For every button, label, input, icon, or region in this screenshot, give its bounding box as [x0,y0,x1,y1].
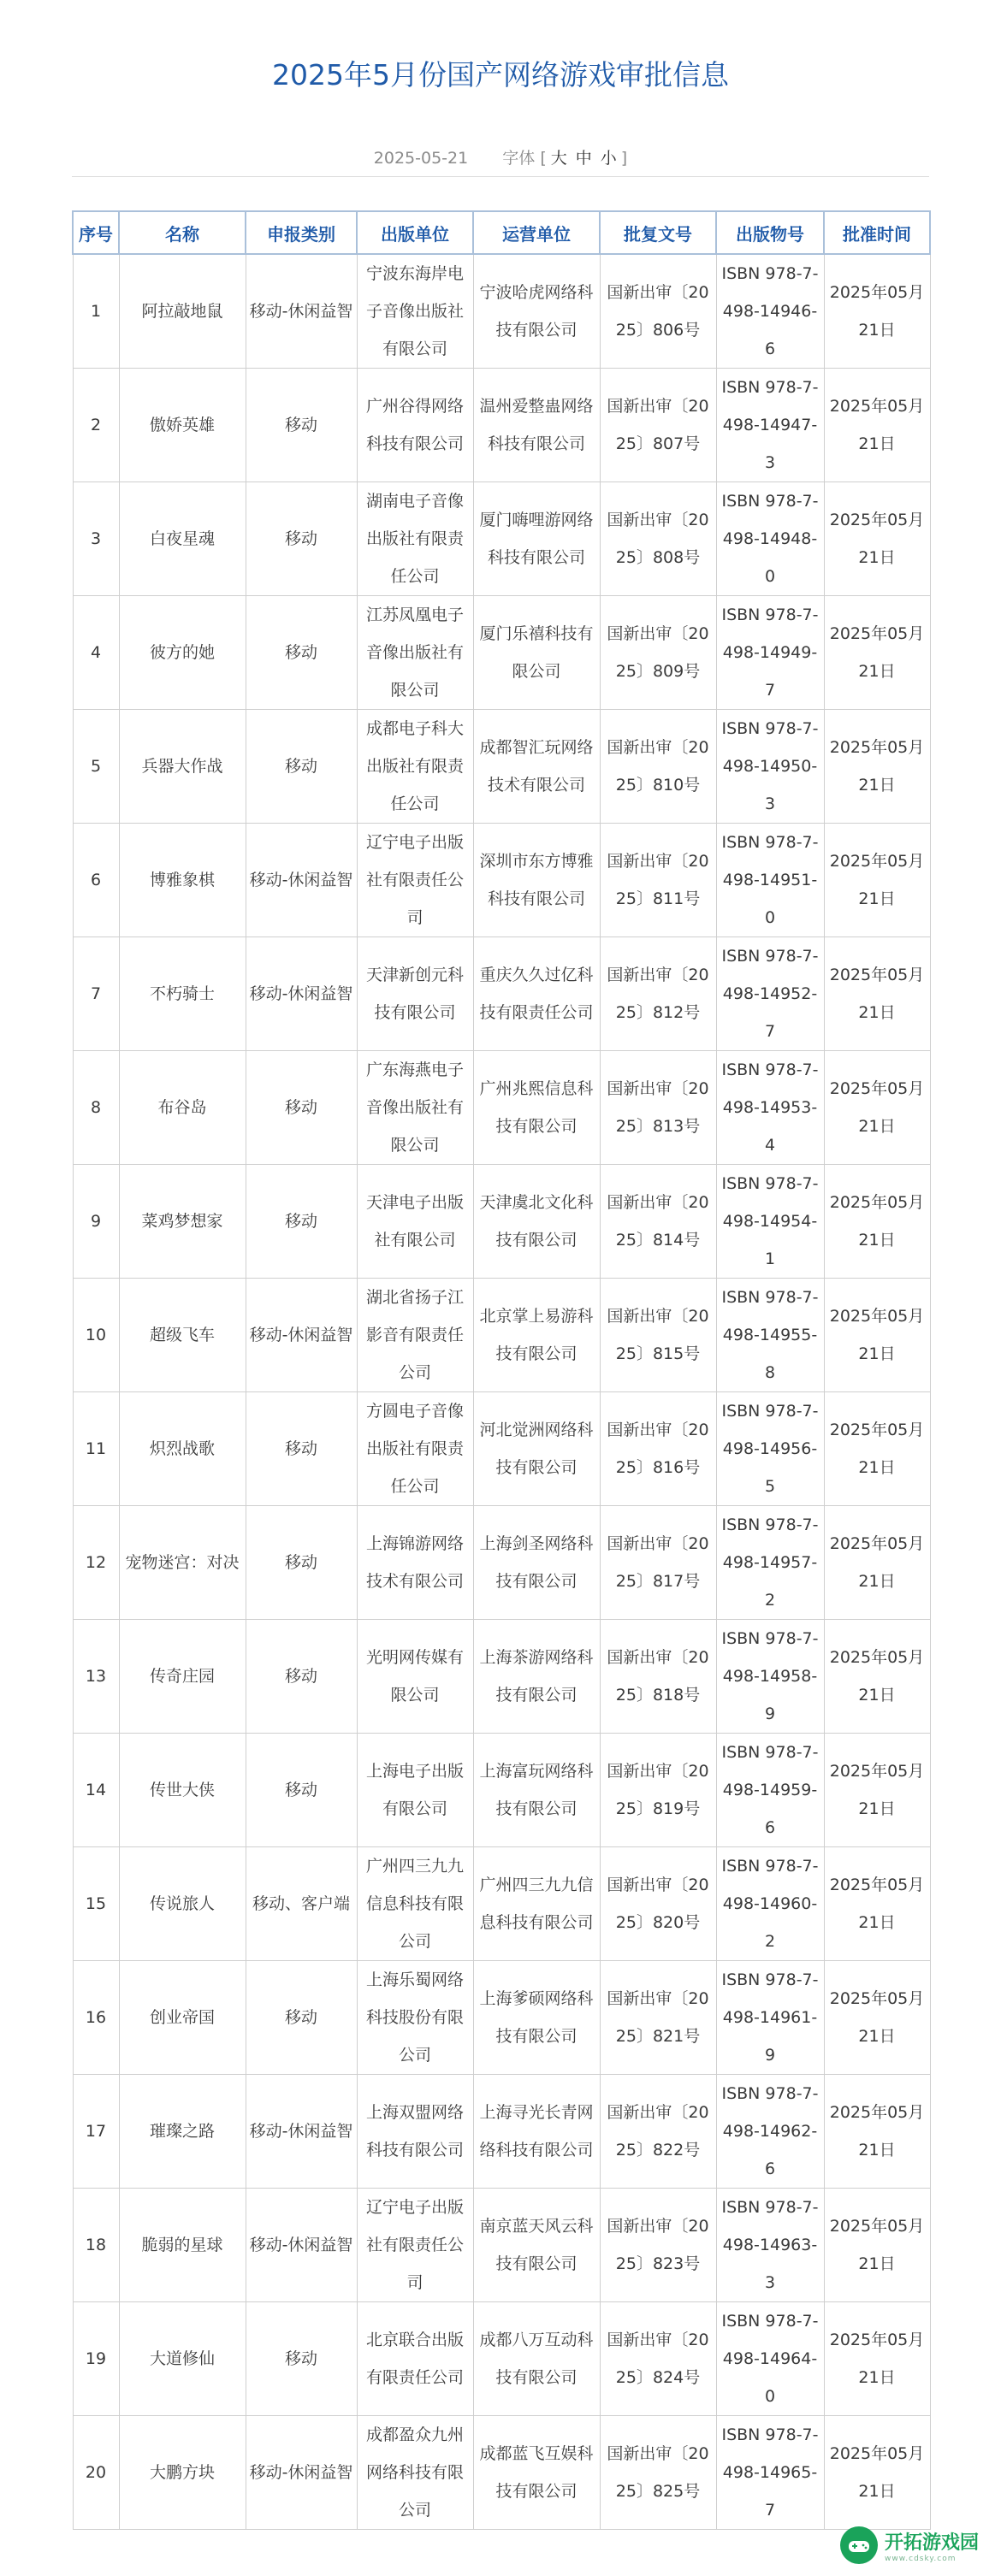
cell-isbn: ISBN 978-7-498-14955-8 [716,1279,824,1392]
cell-category: 移动-休闲益智 [246,1279,357,1392]
cell-approval-number: 国新出审〔2025〕814号 [600,1165,716,1279]
cell-approval-number: 国新出审〔2025〕823号 [600,2189,716,2302]
cell-index: 8 [73,1051,119,1165]
cell-publisher: 北京联合出版有限责任公司 [357,2302,473,2416]
cell-name: 炽烈战歌 [119,1392,246,1506]
cell-category: 移动 [246,1734,357,1847]
cell-category: 移动-休闲益智 [246,824,357,937]
cell-index: 20 [73,2416,119,2530]
cell-name: 大道修仙 [119,2302,246,2416]
cell-name: 传说旅人 [119,1847,246,1961]
cell-approval-date: 2025年05月21日 [824,2075,930,2189]
cell-isbn: ISBN 978-7-498-14956-5 [716,1392,824,1506]
cell-index: 9 [73,1165,119,1279]
cell-isbn: ISBN 978-7-498-14952-7 [716,937,824,1051]
cell-index: 15 [73,1847,119,1961]
cell-approval-date: 2025年05月21日 [824,2189,930,2302]
table-row [73,482,930,596]
cell-operator: 上海寻光长青网络科技有限公司 [473,2075,600,2189]
cell-index: 7 [73,937,119,1051]
cell-approval-number: 国新出审〔2025〕818号 [600,1620,716,1734]
cell-category: 移动 [246,1165,357,1279]
cell-name: 兵器大作战 [119,710,246,824]
cell-publisher: 天津电子出版社有限公司 [357,1165,473,1279]
table-row [73,1165,930,1279]
cell-operator: 上海爹硕网络科技有限公司 [473,1961,600,2075]
header-category: 申报类别 [246,211,357,254]
cell-publisher: 方圆电子音像出版社有限责任公司 [357,1392,473,1506]
cell-publisher: 光明网传媒有限公司 [357,1620,473,1734]
cell-isbn: ISBN 978-7-498-14950-3 [716,710,824,824]
cell-isbn: ISBN 978-7-498-14963-3 [716,2189,824,2302]
cell-approval-number: 国新出审〔2025〕809号 [600,596,716,710]
cell-approval-date: 2025年05月21日 [824,1051,930,1165]
cell-approval-date: 2025年05月21日 [824,1961,930,2075]
cell-category: 移动-休闲益智 [246,2075,357,2189]
font-size-label: 字体 [502,149,536,168]
cell-isbn: ISBN 978-7-498-14954-1 [716,1165,824,1279]
cell-isbn: ISBN 978-7-498-14947-3 [716,369,824,482]
cell-publisher: 宁波东海岸电子音像出版社有限公司 [357,254,473,369]
cell-approval-number: 国新出审〔2025〕813号 [600,1051,716,1165]
cell-approval-date: 2025年05月21日 [824,482,930,596]
cell-isbn: ISBN 978-7-498-14951-0 [716,824,824,937]
cell-isbn: ISBN 978-7-498-14946-6 [716,254,824,369]
table-row [73,710,930,824]
cell-index: 3 [73,482,119,596]
table-row [73,1051,930,1165]
cell-operator: 成都八万互动科技有限公司 [473,2302,600,2416]
cell-publisher: 成都盈众九州网络科技有限公司 [357,2416,473,2530]
cell-category: 移动-休闲益智 [246,2416,357,2530]
cell-index: 4 [73,596,119,710]
cell-index: 10 [73,1279,119,1392]
cell-isbn: ISBN 978-7-498-14949-7 [716,596,824,710]
cell-isbn: ISBN 978-7-498-14958-9 [716,1620,824,1734]
cell-index: 19 [73,2302,119,2416]
font-size-medium-button[interactable]: 中 [575,149,592,168]
cell-approval-date: 2025年05月21日 [824,2302,930,2416]
cell-approval-date: 2025年05月21日 [824,1734,930,1847]
cell-approval-number: 国新出审〔2025〕811号 [600,824,716,937]
watermark-site-url: www.cdsky.com [885,2554,957,2563]
header-isbn: 出版物号 [716,211,824,254]
cell-operator: 天津虞北文化科技有限公司 [473,1165,600,1279]
table-row [73,1506,930,1620]
cell-isbn: ISBN 978-7-498-14961-9 [716,1961,824,2075]
table-row [73,596,930,710]
font-size-small-button[interactable]: 小 [600,149,617,168]
cell-operator: 成都智汇玩网络技术有限公司 [473,710,600,824]
cell-name: 彼方的她 [119,596,246,710]
cell-name: 脆弱的星球 [119,2189,246,2302]
cell-name: 阿拉敲地鼠 [119,254,246,369]
table-row [73,254,930,369]
cell-operator: 广州兆熙信息科技有限公司 [473,1051,600,1165]
cell-publisher: 上海乐蜀网络科技股份有限公司 [357,1961,473,2075]
table-row [73,937,930,1051]
table-row [73,369,930,482]
cell-category: 移动-休闲益智 [246,254,357,369]
cell-approval-number: 国新出审〔2025〕819号 [600,1734,716,1847]
cell-approval-number: 国新出审〔2025〕815号 [600,1279,716,1392]
cell-approval-date: 2025年05月21日 [824,596,930,710]
cell-operator: 深圳市东方博雅科技有限公司 [473,824,600,937]
cell-operator: 宁波哈虎网络科技有限公司 [473,254,600,369]
cell-category: 移动 [246,710,357,824]
cell-operator: 南京蓝天风云科技有限公司 [473,2189,600,2302]
table-row [73,1392,930,1506]
cell-operator: 上海富玩网络科技有限公司 [473,1734,600,1847]
cell-name: 宠物迷宫：对决 [119,1506,246,1620]
cell-publisher: 上海双盟网络科技有限公司 [357,2075,473,2189]
cell-category: 移动-休闲益智 [246,2189,357,2302]
cell-index: 2 [73,369,119,482]
cell-index: 6 [73,824,119,937]
cell-name: 大鹏方块 [119,2416,246,2530]
cell-isbn: ISBN 978-7-498-14953-4 [716,1051,824,1165]
cell-index: 13 [73,1620,119,1734]
cell-name: 白夜星魂 [119,482,246,596]
cell-approval-date: 2025年05月21日 [824,1620,930,1734]
table-row [73,1279,930,1392]
cell-category: 移动 [246,1961,357,2075]
site-watermark [838,2514,1001,2576]
cell-approval-date: 2025年05月21日 [824,2416,930,2530]
cell-approval-number: 国新出审〔2025〕824号 [600,2302,716,2416]
table-row [73,2075,930,2189]
cell-name: 璀璨之路 [119,2075,246,2189]
cell-category: 移动 [246,1051,357,1165]
watermark-site-name: 开拓游戏园 [885,2532,980,2554]
cell-approval-date: 2025年05月21日 [824,1392,930,1506]
cell-approval-date: 2025年05月21日 [824,710,930,824]
cell-approval-number: 国新出审〔2025〕810号 [600,710,716,824]
cell-name: 超级飞车 [119,1279,246,1392]
cell-publisher: 湖北省扬子江影音有限责任公司 [357,1279,473,1392]
cell-index: 16 [73,1961,119,2075]
cell-name: 不朽骑士 [119,937,246,1051]
cell-publisher: 湖南电子音像出版社有限责任公司 [357,482,473,596]
cell-publisher: 江苏凤凰电子音像出版社有限公司 [357,596,473,710]
cell-name: 菜鸡梦想家 [119,1165,246,1279]
cell-publisher: 上海电子出版有限公司 [357,1734,473,1847]
cell-name: 创业帝国 [119,1961,246,2075]
cell-approval-number: 国新出审〔2025〕822号 [600,2075,716,2189]
cell-isbn: ISBN 978-7-498-14948-0 [716,482,824,596]
cell-isbn: ISBN 978-7-498-14964-0 [716,2302,824,2416]
header-publisher: 出版单位 [357,211,473,254]
table-row [73,1620,930,1734]
cell-category: 移动、客户端 [246,1847,357,1961]
cell-approval-number: 国新出审〔2025〕812号 [600,937,716,1051]
font-bracket-close: ] [620,149,628,168]
gamepad-logo-icon [838,2525,880,2566]
cell-operator: 重庆久久过亿科技有限责任公司 [473,937,600,1051]
title-divider [72,176,929,177]
approval-table [72,210,931,2530]
header-approval-number: 批复文号 [600,211,716,254]
cell-publisher: 辽宁电子出版社有限责任公司 [357,824,473,937]
cell-approval-number: 国新出审〔2025〕825号 [600,2416,716,2530]
cell-operator: 成都蓝飞互娱科技有限公司 [473,2416,600,2530]
page-title: 2025年5月份国产网络游戏审批信息 [272,58,729,92]
table-row [73,1847,930,1961]
cell-index: 18 [73,2189,119,2302]
cell-publisher: 成都电子科大出版社有限责任公司 [357,710,473,824]
header-index: 序号 [73,211,119,254]
cell-approval-date: 2025年05月21日 [824,1279,930,1392]
cell-approval-number: 国新出审〔2025〕806号 [600,254,716,369]
cell-approval-number: 国新出审〔2025〕816号 [600,1392,716,1506]
cell-operator: 上海剑圣网络科技有限公司 [473,1506,600,1620]
cell-isbn: ISBN 978-7-498-14965-7 [716,2416,824,2530]
header-approval-date: 批准时间 [824,211,930,254]
cell-index: 14 [73,1734,119,1847]
cell-approval-number: 国新出审〔2025〕807号 [600,369,716,482]
cell-approval-date: 2025年05月21日 [824,1847,930,1961]
publish-date: 2025-05-21 [373,149,469,168]
table-row [73,1734,930,1847]
cell-operator: 广州四三九九信息科技有限公司 [473,1847,600,1961]
cell-approval-date: 2025年05月21日 [824,254,930,369]
cell-category: 移动-休闲益智 [246,937,357,1051]
cell-category: 移动 [246,369,357,482]
cell-approval-date: 2025年05月21日 [824,1506,930,1620]
cell-index: 5 [73,710,119,824]
cell-name: 传世大侠 [119,1734,246,1847]
table-row [73,824,930,937]
cell-isbn: ISBN 978-7-498-14959-6 [716,1734,824,1847]
cell-category: 移动 [246,596,357,710]
article-meta [0,145,1001,168]
cell-index: 12 [73,1506,119,1620]
cell-isbn: ISBN 978-7-498-14962-6 [716,2075,824,2189]
cell-publisher: 天津新创元科技有限公司 [357,937,473,1051]
table-row [73,1961,930,2075]
cell-publisher: 上海锦游网络技术有限公司 [357,1506,473,1620]
font-size-large-button[interactable]: 大 [550,149,567,168]
cell-category: 移动 [246,2302,357,2416]
cell-name: 布谷岛 [119,1051,246,1165]
cell-operator: 厦门嗨哩游网络科技有限公司 [473,482,600,596]
cell-approval-number: 国新出审〔2025〕808号 [600,482,716,596]
cell-publisher: 广东海燕电子音像出版社有限公司 [357,1051,473,1165]
cell-approval-date: 2025年05月21日 [824,824,930,937]
header-operator: 运营单位 [473,211,600,254]
table-row [73,2302,930,2416]
table-row [73,2416,930,2530]
cell-approval-number: 国新出审〔2025〕820号 [600,1847,716,1961]
cell-operator: 厦门乐禧科技有限公司 [473,596,600,710]
cell-publisher: 广州谷得网络科技有限公司 [357,369,473,482]
cell-index: 11 [73,1392,119,1506]
header-name: 名称 [119,211,246,254]
cell-index: 17 [73,2075,119,2189]
cell-index: 1 [73,254,119,369]
cell-publisher: 广州四三九九信息科技有限公司 [357,1847,473,1961]
table-header-row [73,211,930,254]
cell-isbn: ISBN 978-7-498-14957-2 [716,1506,824,1620]
cell-publisher: 辽宁电子出版社有限责任公司 [357,2189,473,2302]
cell-category: 移动 [246,1620,357,1734]
cell-operator: 北京掌上易游科技有限公司 [473,1279,600,1392]
cell-category: 移动 [246,482,357,596]
cell-name: 傲娇英雄 [119,369,246,482]
cell-category: 移动 [246,1392,357,1506]
cell-isbn: ISBN 978-7-498-14960-2 [716,1847,824,1961]
cell-approval-date: 2025年05月21日 [824,369,930,482]
table-row [73,2189,930,2302]
cell-operator: 上海茶游网络科技有限公司 [473,1620,600,1734]
cell-operator: 温州爱整蛊网络科技有限公司 [473,369,600,482]
cell-approval-date: 2025年05月21日 [824,1165,930,1279]
cell-category: 移动 [246,1506,357,1620]
cell-name: 传奇庄园 [119,1620,246,1734]
cell-approval-number: 国新出审〔2025〕817号 [600,1506,716,1620]
font-bracket-open: [ [540,149,547,168]
cell-approval-date: 2025年05月21日 [824,937,930,1051]
cell-name: 博雅象棋 [119,824,246,937]
cell-approval-number: 国新出审〔2025〕821号 [600,1961,716,2075]
cell-operator: 河北觉洲网络科技有限公司 [473,1392,600,1506]
